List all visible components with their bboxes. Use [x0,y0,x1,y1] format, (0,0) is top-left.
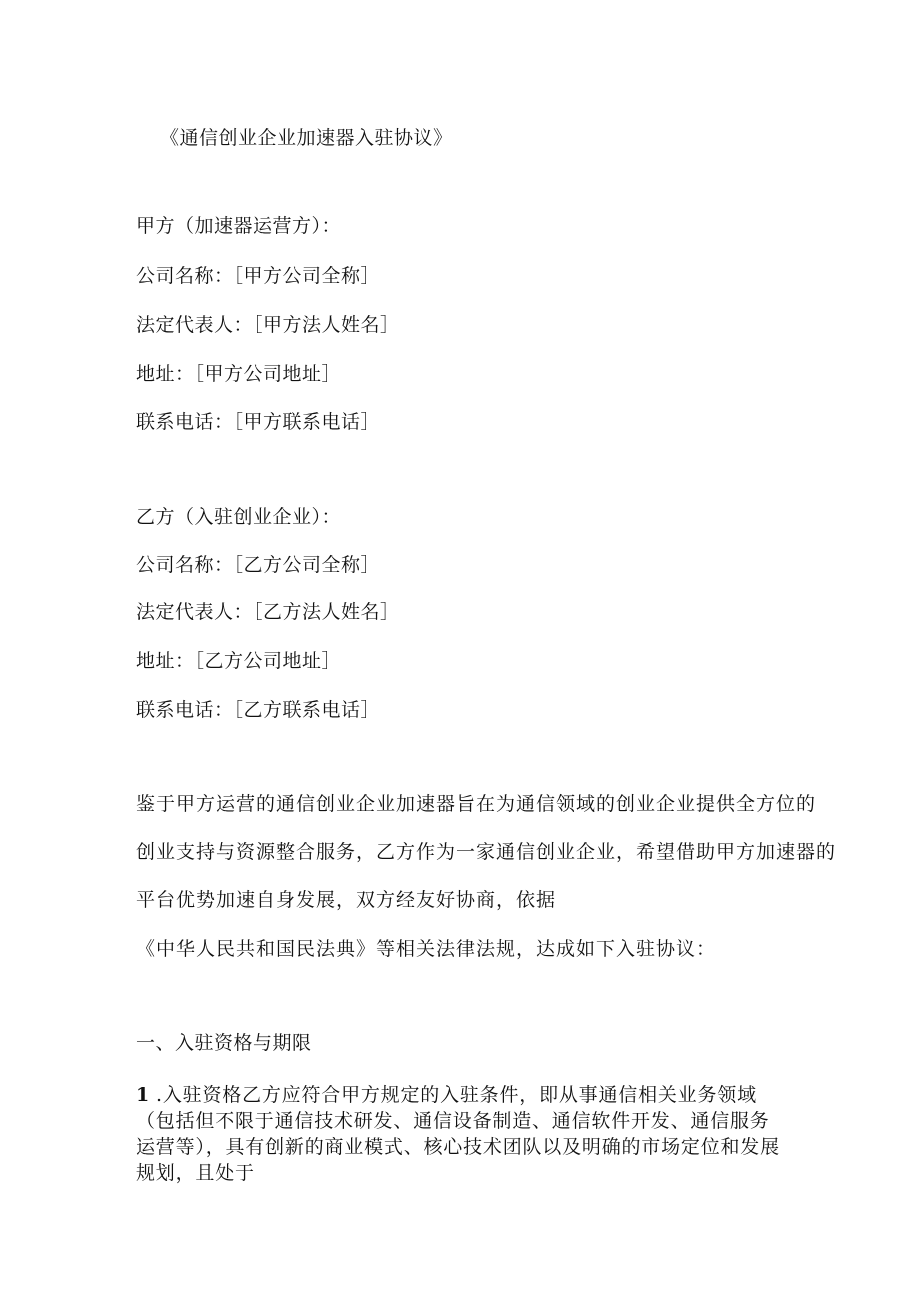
party-b-phone: 联系电话：［乙方联系电话］ [136,699,381,721]
party-b-address: 地址：［乙方公司地址］ [136,650,342,672]
document-title: 《通信创业企业加速器入驻协议》 [160,127,453,149]
party-a-legal-rep: 法定代表人：［甲方法人姓名］ [136,314,400,336]
party-b-legal-rep: 法定代表人：［乙方法人姓名］ [136,601,400,623]
party-b-company: 公司名称：［乙方公司全称］ [136,554,381,576]
clause-1-text: .入驻资格乙方应符合甲方规定的入驻条件，即从事通信相关业务领域（包括但不限于通信技术研发、通信设备制造、通信软件开发、通信服务运营等），具有创新的商业模式、核心技术团队以及明确的市场定位和发展规划，且处于 [136,1084,780,1184]
party-a-phone: 联系电话：［甲方联系电话］ [136,411,381,433]
party-b-heading: 乙方（入驻创业企业）： [136,506,342,528]
clause-1-number: 1 [136,1084,151,1106]
clause-1-paragraph [136,1082,786,1186]
preamble-line: 《中华人民共和国民法典》等相关法律法规，达成如下入驻协议： [136,938,717,960]
party-a-heading: 甲方（加速器运营方）： [136,215,342,237]
section-1-heading: 一、入驻资格与期限 [136,1032,312,1054]
party-a-company: 公司名称：［甲方公司全称］ [136,265,381,287]
preamble-line: 创业支持与资源整合服务，乙方作为一家通信创业企业，希望借助甲方加速器的 [136,841,837,863]
party-a-address: 地址：［甲方公司地址］ [136,363,342,385]
preamble-line: 鉴于甲方运营的通信创业企业加速器旨在为通信领域的创业企业提供全方位的 [136,793,817,815]
preamble-line: 平台优势加速自身发展，双方经友好协商，依据 [136,889,557,911]
